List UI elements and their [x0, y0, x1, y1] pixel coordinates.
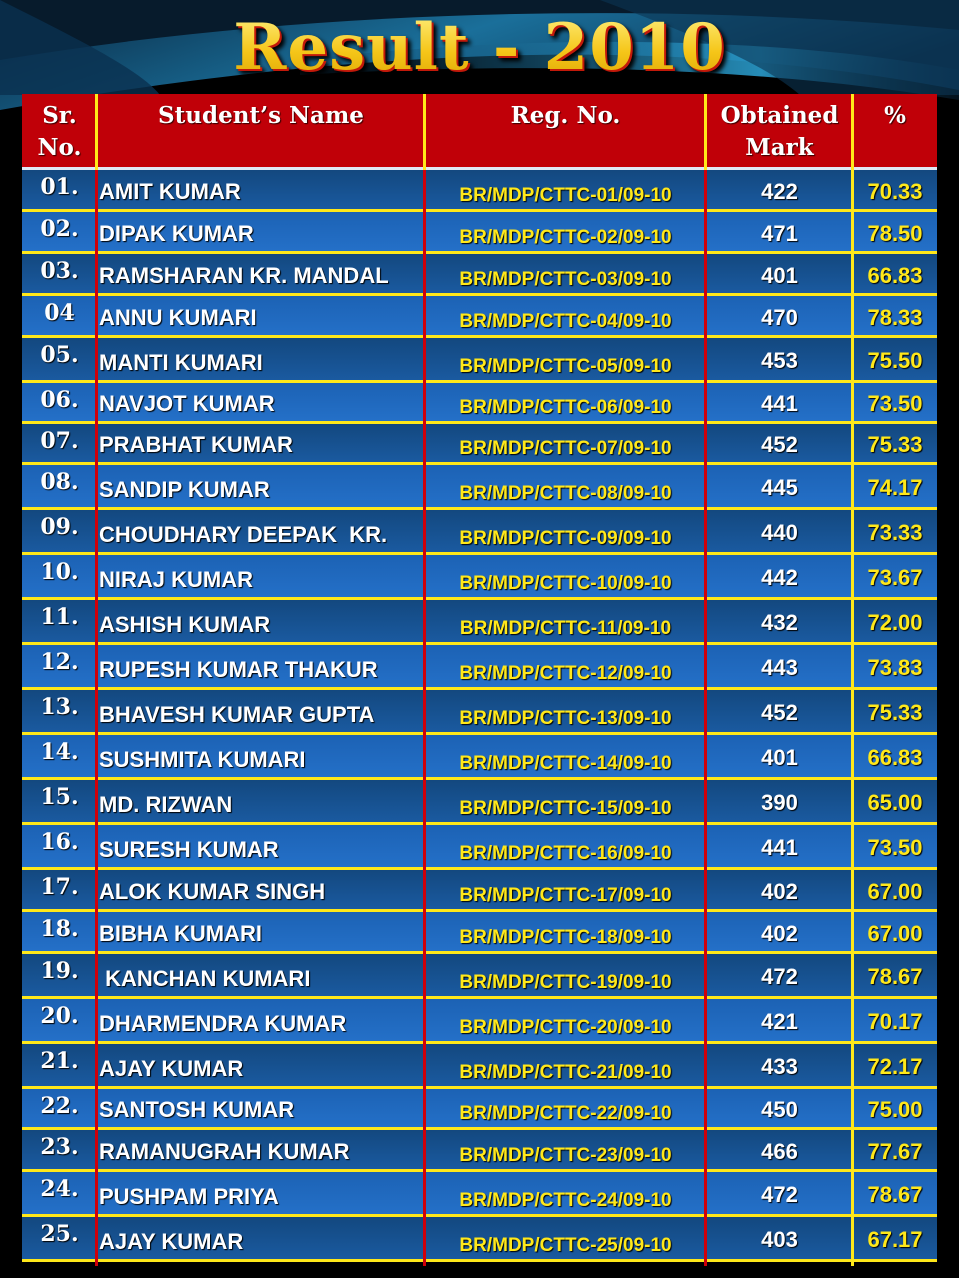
row-percent: 67.17 [867, 1227, 923, 1252]
row-reg-no: BR/MDP/CTTC-04/09-10 [459, 311, 672, 332]
row-percent: 66.83 [867, 262, 923, 288]
row-obtained-mark: 433 [761, 1054, 798, 1079]
table-row [22, 296, 937, 338]
row-reg-no: BR/MDP/CTTC-22/09-10 [459, 1103, 672, 1124]
table-row [22, 825, 937, 870]
row-student-name: PUSHPAM PRIYA [99, 1184, 279, 1209]
row-percent: 70.17 [867, 1009, 923, 1034]
row-sr-no: 08. [40, 469, 79, 495]
table-row [22, 735, 937, 780]
header-reg-no: Reg. No. [510, 102, 621, 129]
row-reg-no: BR/MDP/CTTC-12/09-10 [459, 663, 672, 684]
row-obtained-mark: 402 [761, 878, 798, 904]
row-student-name: DHARMENDRA KUMAR [99, 1011, 347, 1036]
table-row [22, 1089, 937, 1130]
row-sr-no: 17. [40, 874, 79, 900]
row-student-name: RAMSHARAN KR. MANDAL [99, 263, 389, 288]
row-percent: 72.00 [867, 610, 923, 635]
table-row [22, 870, 937, 912]
column-divider [851, 94, 854, 170]
row-reg-no: BR/MDP/CTTC-01/09-10 [459, 185, 672, 206]
row-percent: 78.67 [867, 964, 923, 989]
row-student-name: CHOUDHARY DEEPAK KR. [99, 522, 388, 547]
table-row [22, 465, 937, 510]
row-student-name: BIBHA KUMARI [99, 921, 262, 946]
row-obtained-mark: 452 [761, 700, 798, 725]
row-student-name: ANNU KUMARI [99, 305, 257, 330]
header-percent: % [884, 102, 906, 129]
row-percent: 75.33 [867, 700, 923, 725]
row-obtained-mark: 402 [761, 920, 798, 946]
row-reg-no: BR/MDP/CTTC-02/09-10 [459, 227, 672, 248]
row-percent: 67.00 [867, 878, 923, 904]
row-obtained-mark: 472 [761, 1182, 798, 1207]
row-reg-no: BR/MDP/CTTC-06/09-10 [459, 397, 672, 418]
row-student-name: PRABHAT KUMAR [99, 432, 293, 457]
row-percent: 73.83 [867, 655, 923, 680]
table-row [22, 690, 937, 735]
row-sr-no: 03. [40, 258, 79, 284]
row-reg-no: BR/MDP/CTTC-20/09-10 [459, 1017, 672, 1038]
column-divider [704, 170, 707, 1266]
row-sr-no: 12. [40, 649, 79, 675]
row-reg-no: BR/MDP/CTTC-21/09-10 [459, 1062, 672, 1083]
row-obtained-mark: 472 [761, 964, 798, 989]
row-sr-no: 13. [40, 694, 79, 720]
row-student-name: AJAY KUMAR [99, 1056, 244, 1081]
row-student-name: ASHISH KUMAR [99, 612, 271, 637]
table-row [22, 645, 937, 690]
row-obtained-mark: 450 [761, 1097, 798, 1122]
row-sr-no: 21. [40, 1048, 79, 1074]
row-reg-no: BR/MDP/CTTC-03/09-10 [459, 269, 672, 290]
row-percent: 73.50 [867, 835, 923, 860]
row-obtained-mark: 470 [761, 304, 798, 330]
table-row [22, 1130, 937, 1172]
table-row [22, 999, 937, 1044]
column-divider [95, 170, 98, 1266]
row-reg-no: BR/MDP/CTTC-23/09-10 [459, 1145, 672, 1166]
column-divider [423, 170, 426, 1266]
row-sr-no: 19. [40, 958, 79, 984]
row-obtained-mark: 403 [761, 1227, 798, 1252]
column-divider [95, 94, 98, 170]
row-percent: 73.50 [867, 391, 923, 416]
row-reg-no: BR/MDP/CTTC-17/09-10 [459, 885, 672, 906]
row-student-name: RUPESH KUMAR THAKUR [99, 657, 378, 682]
row-student-name: MANTI KUMARI [99, 350, 263, 375]
column-divider [851, 170, 854, 1266]
row-reg-no: BR/MDP/CTTC-19/09-10 [459, 972, 672, 993]
row-sr-no: 07. [40, 428, 79, 454]
row-obtained-mark: 441 [761, 391, 798, 416]
table-row [22, 1217, 937, 1262]
row-sr-no: 10. [40, 559, 79, 585]
row-obtained-mark: 422 [761, 178, 798, 204]
row-student-name: MD. RIZWAN [99, 792, 233, 817]
row-sr-no: 04 [44, 300, 75, 326]
table-row [22, 510, 937, 555]
row-percent: 66.83 [867, 745, 923, 770]
row-percent: 78.33 [867, 304, 923, 330]
table-row [22, 1044, 937, 1089]
row-obtained-mark: 401 [761, 262, 798, 288]
row-percent: 74.17 [867, 475, 923, 500]
row-sr-no: 24. [40, 1176, 79, 1202]
row-student-name: NAVJOT KUMAR [99, 391, 275, 416]
row-sr-no: 23. [40, 1134, 79, 1160]
header-sr-no: Sr. No. [37, 102, 82, 161]
row-student-name: NIRAJ KUMAR [99, 567, 253, 592]
row-student-name: DIPAK KUMAR [99, 221, 254, 246]
row-sr-no: 25. [40, 1221, 79, 1247]
table-row [22, 954, 937, 999]
row-reg-no: BR/MDP/CTTC-05/09-10 [459, 356, 672, 377]
row-obtained-mark: 432 [761, 610, 798, 635]
row-sr-no: 18. [40, 916, 79, 942]
row-obtained-mark: 401 [761, 745, 798, 770]
row-obtained-mark: 441 [761, 835, 798, 860]
table-row [22, 170, 937, 212]
row-student-name: SURESH KUMAR [99, 837, 279, 862]
row-reg-no: BR/MDP/CTTC-08/09-10 [459, 483, 672, 504]
row-reg-no: BR/MDP/CTTC-16/09-10 [459, 843, 672, 864]
row-sr-no: 09. [40, 514, 79, 540]
row-obtained-mark: 471 [761, 220, 798, 246]
row-student-name: AMIT KUMAR [99, 179, 241, 204]
row-sr-no: 14. [40, 739, 79, 765]
column-divider [704, 94, 707, 170]
results-table [22, 94, 937, 1266]
row-obtained-mark: 452 [761, 432, 798, 457]
table-row [22, 912, 937, 954]
row-obtained-mark: 440 [761, 520, 798, 545]
table-header [22, 94, 937, 170]
table-row [22, 254, 937, 296]
row-obtained-mark: 453 [761, 348, 798, 373]
row-reg-no: BR/MDP/CTTC-14/09-10 [459, 753, 672, 774]
row-percent: 78.67 [867, 1182, 923, 1207]
row-percent: 67.00 [867, 920, 923, 946]
row-sr-no: 01. [40, 174, 79, 200]
row-reg-no: BR/MDP/CTTC-18/09-10 [459, 927, 672, 948]
row-sr-no: 05. [40, 342, 79, 368]
row-reg-no: BR/MDP/CTTC-15/09-10 [459, 798, 672, 819]
row-obtained-mark: 442 [761, 565, 798, 590]
row-student-name: AJAY KUMAR [99, 1229, 244, 1254]
row-reg-no: BR/MDP/CTTC-25/09-10 [459, 1235, 672, 1256]
table-row [22, 780, 937, 825]
row-percent: 75.50 [867, 348, 923, 373]
row-reg-no: BR/MDP/CTTC-09/09-10 [459, 528, 672, 549]
row-obtained-mark: 443 [761, 655, 798, 680]
row-percent: 75.00 [867, 1097, 923, 1122]
table-row [22, 424, 937, 465]
row-student-name: SANTOSH KUMAR [99, 1097, 295, 1122]
row-sr-no: 06. [40, 387, 79, 413]
column-divider [423, 94, 426, 170]
row-sr-no: 11. [40, 604, 79, 630]
header-obtained-mark: Obtained Mark [720, 102, 839, 161]
table-row [22, 600, 937, 645]
row-reg-no: BR/MDP/CTTC-24/09-10 [459, 1190, 672, 1211]
table-row [22, 383, 937, 424]
row-student-name: BHAVESH KUMAR GUPTA [99, 702, 375, 727]
row-sr-no: 16. [40, 829, 79, 855]
header-student-name: Student’s Name [158, 102, 364, 129]
row-student-name: KANCHAN KUMARI [99, 966, 311, 991]
row-percent: 70.33 [867, 178, 923, 204]
row-percent: 65.00 [867, 790, 923, 815]
row-obtained-mark: 390 [761, 790, 798, 815]
row-percent: 73.33 [867, 520, 923, 545]
row-percent: 78.50 [867, 220, 923, 246]
row-reg-no: BR/MDP/CTTC-13/09-10 [459, 708, 672, 729]
row-obtained-mark: 421 [761, 1009, 798, 1034]
row-student-name: RAMANUGRAH KUMAR [99, 1139, 350, 1164]
row-percent: 72.17 [867, 1054, 923, 1079]
table-row [22, 212, 937, 254]
row-sr-no: 02. [40, 216, 79, 242]
row-student-name: SANDIP KUMAR [99, 477, 270, 502]
row-student-name: ALOK KUMAR SINGH [99, 879, 326, 904]
row-percent: 75.33 [867, 432, 923, 457]
row-reg-no: BR/MDP/CTTC-11/09-10 [459, 618, 672, 639]
row-reg-no: BR/MDP/CTTC-10/09-10 [459, 573, 672, 594]
table-row [22, 338, 937, 383]
row-student-name: SUSHMITA KUMARI [99, 747, 306, 772]
row-sr-no: 20. [40, 1003, 79, 1029]
row-sr-no: 22. [40, 1093, 79, 1119]
row-percent: 73.67 [867, 565, 923, 590]
table-row [22, 555, 937, 600]
row-obtained-mark: 445 [761, 475, 798, 500]
row-reg-no: BR/MDP/CTTC-07/09-10 [459, 438, 672, 459]
page-title: Result - 2010 [0, 6, 959, 90]
table-row [22, 1172, 937, 1217]
row-obtained-mark: 466 [761, 1138, 798, 1164]
row-sr-no: 15. [40, 784, 79, 810]
row-percent: 77.67 [867, 1138, 923, 1164]
